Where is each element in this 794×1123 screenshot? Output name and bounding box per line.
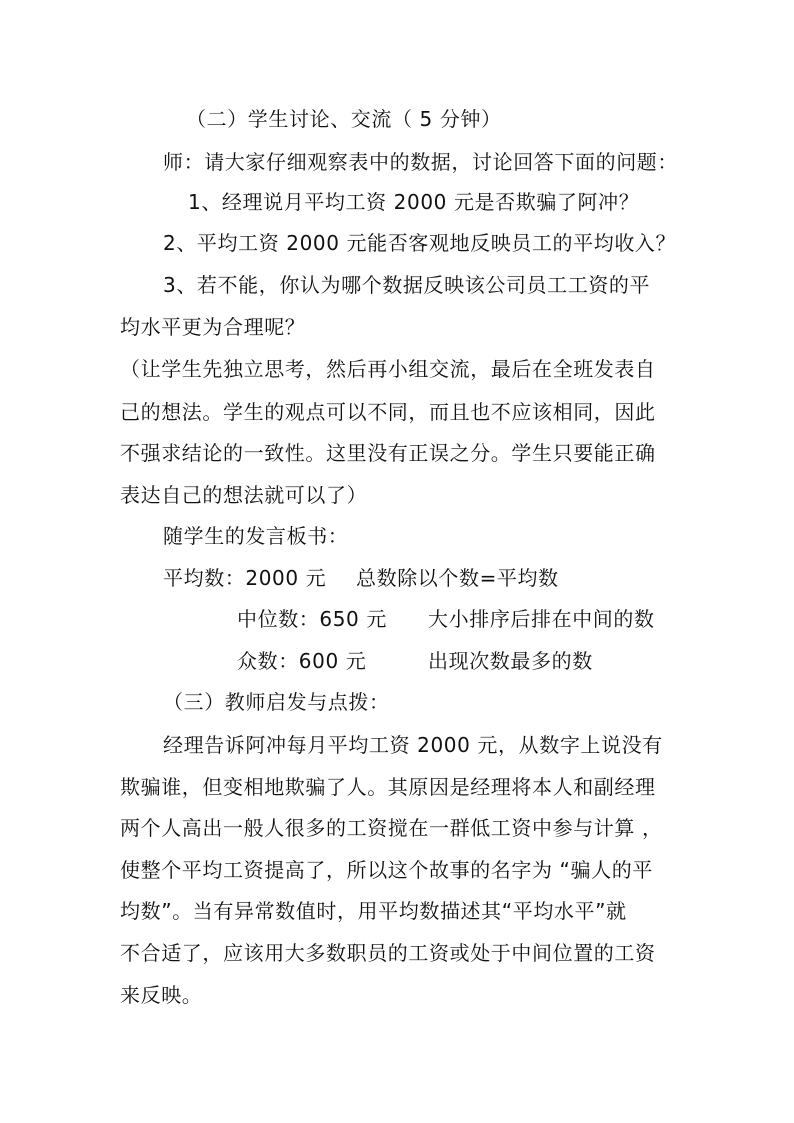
note-line-2: 己的想法。学生的观点可以不同，而且也不应该相同，因此 [120,400,656,424]
para-line-1: 经理告诉阿冲每月平均工资 2000 元，从数字上说没有 [163,733,663,757]
section2-heading: （二）学生讨论、交流（ 5 分钟） [186,107,502,131]
para-line-2: 欺骗谁，但变相地欺骗了人。其原因是经理将本人和副经理 [120,775,656,799]
board-term-mean: 平均数：2000 元 [163,566,327,590]
board-term-median: 中位数：650 元 [237,607,387,631]
note-line-3: 不强求结论的一致性。这里没有正误之分。学生只要能正确 [120,441,656,465]
board-desc-mode: 出现次数最多的数 [428,649,593,673]
para-line-4: 使整个平均工资提高了，所以这个故事的名字为 “骗人的平 [120,858,653,882]
question-3-line-2: 均水平更为合理呢？ [120,315,306,339]
note-line-4: 表达自己的想法就可以了） [120,483,368,507]
para-line-6: 不合适了，应该用大多数职员的工资或处于中间位置的工资 [120,941,656,965]
question-1: 1、经理说月平均工资 2000 元是否欺骗了阿冲？ [188,190,640,214]
para-line-3: 两个人高出一般人很多的工资搅在一群低工资中参与计算 ， [120,816,663,840]
board-term-mode: 众数：600 元 [237,649,367,673]
board-desc-mean: 总数除以个数=平均数 [356,566,559,590]
board-intro: 随学生的发言板书： [163,524,349,548]
question-2: 2、平均工资 2000 元能否客观地反映员工的平均收入？ [163,231,677,255]
para-line-5: 均数”。当有异常数值时，用平均数描述其“平均水平”就 [120,899,627,923]
para-line-7: 来反映。 [120,983,203,1007]
section3-heading: （三）教师启发与点拨： [163,690,390,714]
note-line-1: （让学生先独立思考，然后再小组交流，最后在全班发表自 [120,357,656,381]
board-desc-median: 大小排序后排在中间的数 [428,607,655,631]
teacher-prompt: 师：请大家仔细观察表中的数据，讨论回答下面的问题： [163,150,678,174]
question-3-line-1: 3、若不能，你认为哪个数据反映该公司员工工资的平 [163,273,651,297]
